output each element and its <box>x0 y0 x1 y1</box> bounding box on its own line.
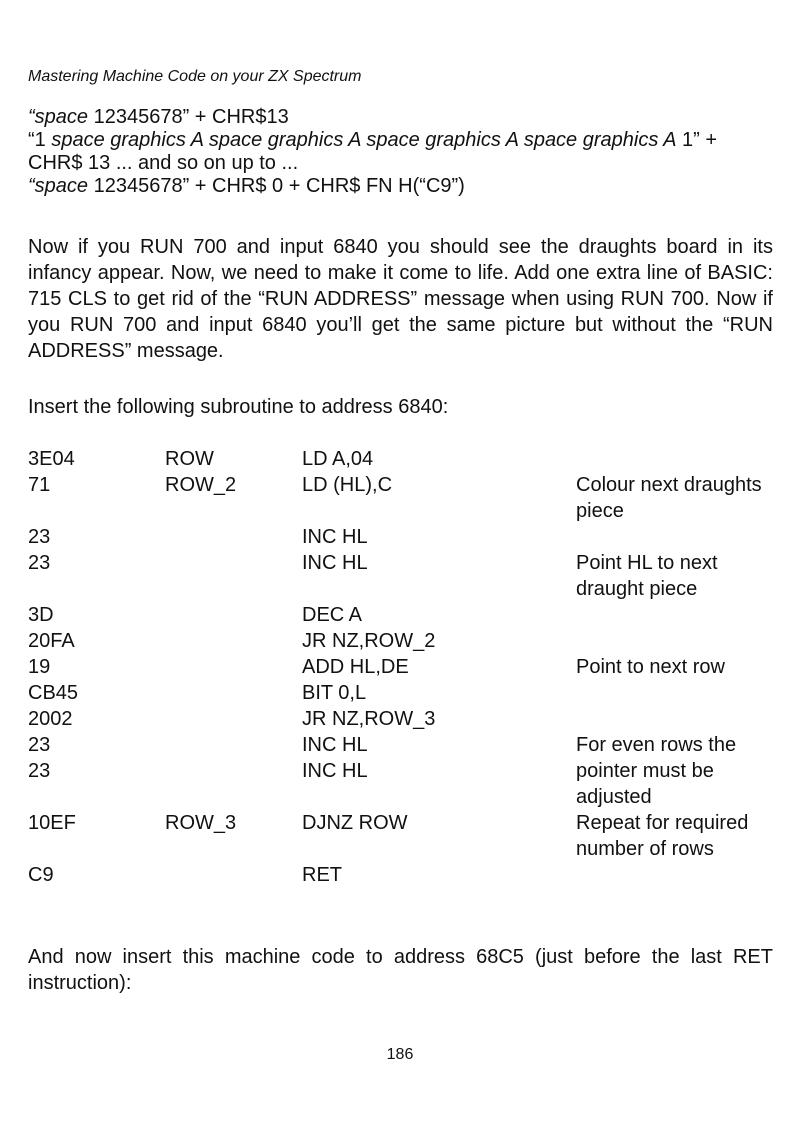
listing-row <box>28 654 778 680</box>
listing-row <box>28 446 778 472</box>
label <box>165 706 302 732</box>
label <box>165 628 302 654</box>
instruction: INC HL <box>302 526 368 548</box>
comment: Point to next row <box>576 656 725 678</box>
string-text: 12345678” + CHR$ 0 + CHR$ FN H(“C9”) <box>88 175 465 197</box>
hex-code: C9 <box>28 864 54 886</box>
running-header: Mastering Machine Code on your ZX Spectrum <box>28 68 362 85</box>
comment <box>576 446 776 472</box>
hex-code: 23 <box>28 760 51 782</box>
hex-code: 3D <box>28 604 54 626</box>
string-text: “1 <box>28 129 52 151</box>
space-word: “space <box>28 175 89 197</box>
instruction: DJNZ ROW <box>302 812 408 834</box>
comment <box>576 862 776 888</box>
listing-row <box>28 680 778 706</box>
listing-row <box>28 862 778 888</box>
label <box>165 758 302 810</box>
hex-code: 23 <box>28 552 51 574</box>
paragraph-insert-machine-code: And now insert this machine code to address 68C5 (just before the last RET instruction): <box>28 946 773 994</box>
label: ROW_3 <box>165 812 237 834</box>
label <box>165 732 302 758</box>
hex-code: 23 <box>28 734 51 756</box>
instruction: RET <box>302 864 342 886</box>
listing-row <box>28 472 778 524</box>
listing-row <box>28 628 778 654</box>
basic-string-lines <box>28 106 776 198</box>
comment <box>576 680 776 706</box>
paragraph-insert-subroutine: Insert the following subroutine to address 6840: <box>28 396 449 418</box>
hex-code: 71 <box>28 474 51 496</box>
string-line-1 <box>28 106 776 129</box>
label <box>165 602 302 628</box>
string-text: 1” + CHR$ 13 ... and so on up to ... <box>28 129 718 174</box>
assembly-listing <box>28 446 778 888</box>
instruction: ADD HL,DE <box>302 656 409 678</box>
comment <box>576 602 776 628</box>
instruction: INC HL <box>302 734 368 756</box>
hex-code: 19 <box>28 656 51 678</box>
hex-code: 20FA <box>28 630 75 652</box>
instruction: JR NZ,ROW_3 <box>302 708 436 730</box>
hex-code: 10EF <box>28 812 76 834</box>
page-number: 186 <box>386 1046 414 1063</box>
hex-code: CB45 <box>28 682 79 704</box>
label <box>165 524 302 550</box>
comment: For even rows the <box>576 734 737 756</box>
listing-row <box>28 602 778 628</box>
label: ROW_2 <box>165 474 237 496</box>
listing-row <box>28 524 778 550</box>
instruction: LD A,04 <box>302 448 374 470</box>
label <box>165 862 302 888</box>
comment: Repeat for required number of rows <box>576 812 749 860</box>
instruction: INC HL <box>302 552 368 574</box>
label <box>165 550 302 602</box>
paragraph-run-700: Now if you RUN 700 and input 6840 you should see the draughts board in its infancy appear. Now, we need to make it come to life. Add one extra line of BASIC: 715 CLS to get rid of the “RUN ADDRESS” message when using RUN 700. Now if you RUN 700 and input 6840 you’ll get the same picture but without the “RUN ADDRESS” message. <box>28 236 773 362</box>
comment <box>576 628 776 654</box>
hex-code: 2002 <box>28 708 73 730</box>
instruction: JR NZ,ROW_2 <box>302 630 436 652</box>
instruction: LD (HL),C <box>302 474 393 496</box>
comment <box>576 706 776 732</box>
listing-row <box>28 810 778 862</box>
listing-row <box>28 550 778 602</box>
comment <box>576 524 776 550</box>
hex-code: 23 <box>28 526 51 548</box>
comment: pointer must be adjusted <box>576 760 714 808</box>
space-word: “space <box>28 106 89 128</box>
listing-row <box>28 758 778 810</box>
instruction: DEC A <box>302 604 363 626</box>
listing-row <box>28 732 778 758</box>
comment: Point HL to next draught piece <box>576 552 718 600</box>
label <box>165 680 302 706</box>
hex-code: 3E04 <box>28 448 75 470</box>
string-line-2 <box>28 129 776 175</box>
string-text: 12345678” + CHR$13 <box>88 106 289 128</box>
string-line-3 <box>28 175 776 198</box>
instruction: INC HL <box>302 760 368 782</box>
listing-row <box>28 706 778 732</box>
graphics-words: space graphics A space graphics A space graphics A space graphics A <box>51 129 677 151</box>
label: ROW <box>165 448 214 470</box>
comment: Colour next draughts piece <box>576 474 762 522</box>
label <box>165 654 302 680</box>
instruction: BIT 0,L <box>302 682 367 704</box>
